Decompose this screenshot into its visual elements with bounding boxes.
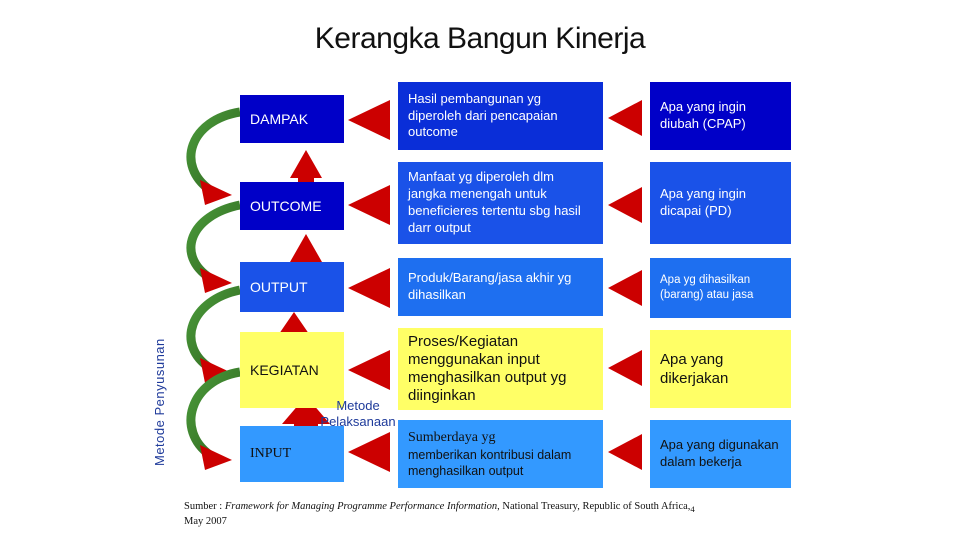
kegiatan-label: KEGIATAN [250, 361, 319, 378]
source-prefix: Sumber : [184, 501, 225, 512]
page-number: 4 [690, 504, 695, 515]
outcome-description: Manfaat yg diperoleh dlm jangka menengah untuk beneficieres tertentu sbg hasil darr output [408, 169, 581, 235]
curved-arrow-2 [191, 205, 240, 293]
left-arrow-right-row4 [608, 350, 642, 386]
outcome-box [240, 182, 344, 230]
kegiatan-description: Proses/Kegiatan menggunakan input menghasilkan output yg diinginkan [408, 333, 567, 404]
left-arrow-row2 [348, 185, 390, 225]
kegiatan-box [240, 332, 344, 408]
input-description: memberikan kontribusi dalam menghasilkan output [408, 447, 572, 479]
input-box [240, 426, 344, 482]
left-arrow-row5 [348, 432, 390, 472]
left-arrow-row1 [348, 100, 390, 140]
up-arrow-outcome-dampak [290, 150, 322, 186]
dampak-label: DAMPAK [250, 110, 309, 127]
outcome-description-box [398, 162, 603, 244]
curved-arrow-4 [191, 372, 240, 470]
output-description: Produk/Barang/jasa akhir yg dihasilkan [408, 270, 572, 302]
kegiatan-question: Apa yang dikerjakan [660, 350, 729, 387]
source-date: May 2007 [184, 516, 227, 528]
input-question-box [650, 420, 791, 488]
left-arrow-right-row1 [608, 100, 642, 136]
input-description-title: Sumberdaya yg [408, 429, 496, 445]
input-description-box [398, 420, 603, 488]
curved-arrow-1 [191, 112, 240, 205]
kegiatan-question-box [650, 330, 791, 408]
output-question: Apa yg dihasilkan (barang) atau jasa [660, 274, 754, 301]
dampak-question-box [650, 82, 791, 150]
output-question-box [650, 258, 791, 318]
output-label: OUTPUT [250, 278, 308, 295]
input-question: Apa yang digunakan dalam bekerja [660, 437, 779, 469]
output-description-box [398, 258, 603, 316]
kegiatan-description-box [398, 328, 603, 410]
source-citation [184, 500, 804, 530]
source-title: Framework for Managing Programme Performance Information [224, 501, 498, 512]
metode-pelaksanaan-label: Metode Pelaksanaan [320, 398, 396, 430]
left-arrow-right-row3 [608, 270, 642, 306]
dampak-description-box [398, 82, 603, 150]
dampak-question: Apa yang ingin diubah (CPAP) [660, 99, 747, 131]
outcome-label: OUTCOME [250, 197, 322, 214]
dampak-description: Hasil pembangunan yg diperoleh dari pencapaian outcome [408, 90, 558, 140]
left-arrow-row3 [348, 268, 390, 308]
source-publisher: , National Treasury, Republic of South Africa, [497, 501, 691, 512]
left-arrow-row4 [348, 350, 390, 390]
dampak-box [240, 95, 344, 143]
left-arrow-right-row2 [608, 187, 642, 223]
metode-penyusunan-label: Metode Penyusunan [152, 338, 167, 466]
output-box [240, 262, 344, 312]
left-arrow-right-row5 [608, 434, 642, 470]
input-label: INPUT [250, 445, 292, 461]
diagram-title: Kerangka Bangun Kinerja [314, 22, 646, 55]
outcome-question: Apa yang ingin dicapai (PD) [660, 186, 747, 218]
outcome-question-box [650, 162, 791, 244]
